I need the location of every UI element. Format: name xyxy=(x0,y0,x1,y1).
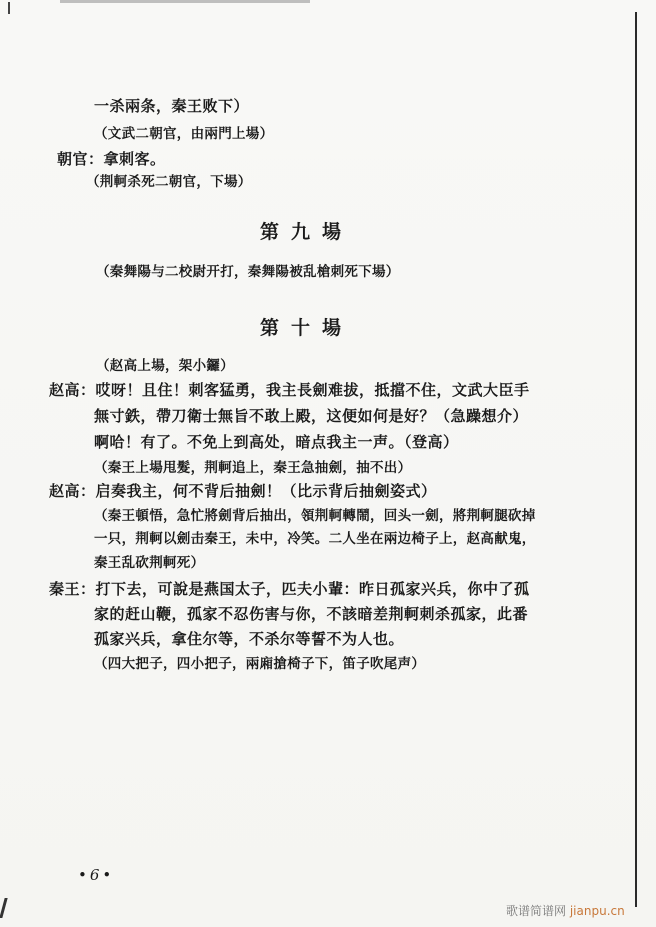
scene-title-10: 第十場 xyxy=(260,317,354,339)
watermark xyxy=(506,902,625,919)
stage-direction xyxy=(94,506,536,526)
dialogue-line xyxy=(57,149,166,169)
watermark-site: jianpu.cn xyxy=(569,904,625,918)
line-text: 拿刺客。 xyxy=(103,150,166,168)
dialogue-line xyxy=(49,380,530,400)
stage-direction xyxy=(94,124,273,144)
stage-direction xyxy=(86,172,252,192)
line-text: 啊哈！有了。不免上到高处，暗点我主一声。（登高） xyxy=(94,433,459,451)
stage-direction: （赵高上場，架小鑼） xyxy=(96,358,234,374)
line-text: （秦王上場甩髮，荆軻追上，秦王急抽劍，抽不出） xyxy=(94,460,412,476)
line-text: （文武二朝官，由兩門上場） xyxy=(94,126,274,142)
speaker-label: 赵高： xyxy=(49,482,96,500)
line-text: 一只，荆軻以劍击秦王，未中，冷笑。二人坐在兩边椅子上，赵高献鬼， xyxy=(94,531,536,547)
watermark-label: 歌谱简谱网 xyxy=(506,904,567,918)
dialogue-line xyxy=(49,481,437,501)
line-text: 無寸鉄，帶刀衛士無旨不敢上殿，这便如何是好？（急躁想介） xyxy=(94,407,529,425)
scene-title-9: 第九場 xyxy=(260,221,354,243)
dialogue-line xyxy=(94,604,528,624)
stage-direction xyxy=(94,553,204,573)
scan-edge-artifact xyxy=(60,0,310,3)
page-border-line xyxy=(635,12,637,907)
line-text: 一杀兩条，秦王败下） xyxy=(94,97,250,115)
line-text: 启奏我主，何不背后抽劍！（比示背后抽劍姿式） xyxy=(95,482,437,500)
stage-direction xyxy=(94,654,425,674)
line-text: 孤家兴兵，拿住尔等，不杀尔等誓不为人也。 xyxy=(94,630,405,648)
scan-mark xyxy=(0,898,8,918)
line-text: 打下去，可說是燕国太子，匹夫小輩：昨日孤家兴兵，你中了孤 xyxy=(95,580,530,598)
page-number: •6• xyxy=(78,866,115,884)
scan-mark xyxy=(8,2,10,14)
line-text: 秦王乱砍荆軻死） xyxy=(94,555,205,571)
dialogue-line xyxy=(94,432,459,452)
text-line xyxy=(94,96,249,116)
line-text: 哎呀！且住！刺客猛勇，我主長劍难拔，抵擋不住，文武大臣手 xyxy=(95,381,530,399)
speaker-label: 赵高： xyxy=(49,381,96,399)
line-text: （荆軻杀死二朝官，下場） xyxy=(86,174,252,190)
dialogue-line xyxy=(94,406,528,426)
stage-direction xyxy=(94,458,411,478)
speaker-label: 秦王： xyxy=(49,580,96,598)
speaker-label: 朝官： xyxy=(57,150,104,168)
line-text: （四大把子，四小把子，兩廂搶椅子下，笛子吹尾声） xyxy=(94,656,426,672)
dialogue-line xyxy=(94,629,404,649)
stage-direction: （秦舞陽与二校尉开打，秦舞陽被乱槍刺死下場） xyxy=(96,264,400,280)
stage-direction xyxy=(94,529,536,549)
line-text: （秦王頓悟，急忙將劍背后抽出，領荆軻轉鬧，回头一劍，將荆軻腿砍掉 xyxy=(94,508,536,524)
dialogue-line xyxy=(49,579,530,599)
line-text: 家的赶山鞭，孤家不忍伤害与你，不該暗差荆軻刺杀孤家，此番 xyxy=(94,605,529,623)
